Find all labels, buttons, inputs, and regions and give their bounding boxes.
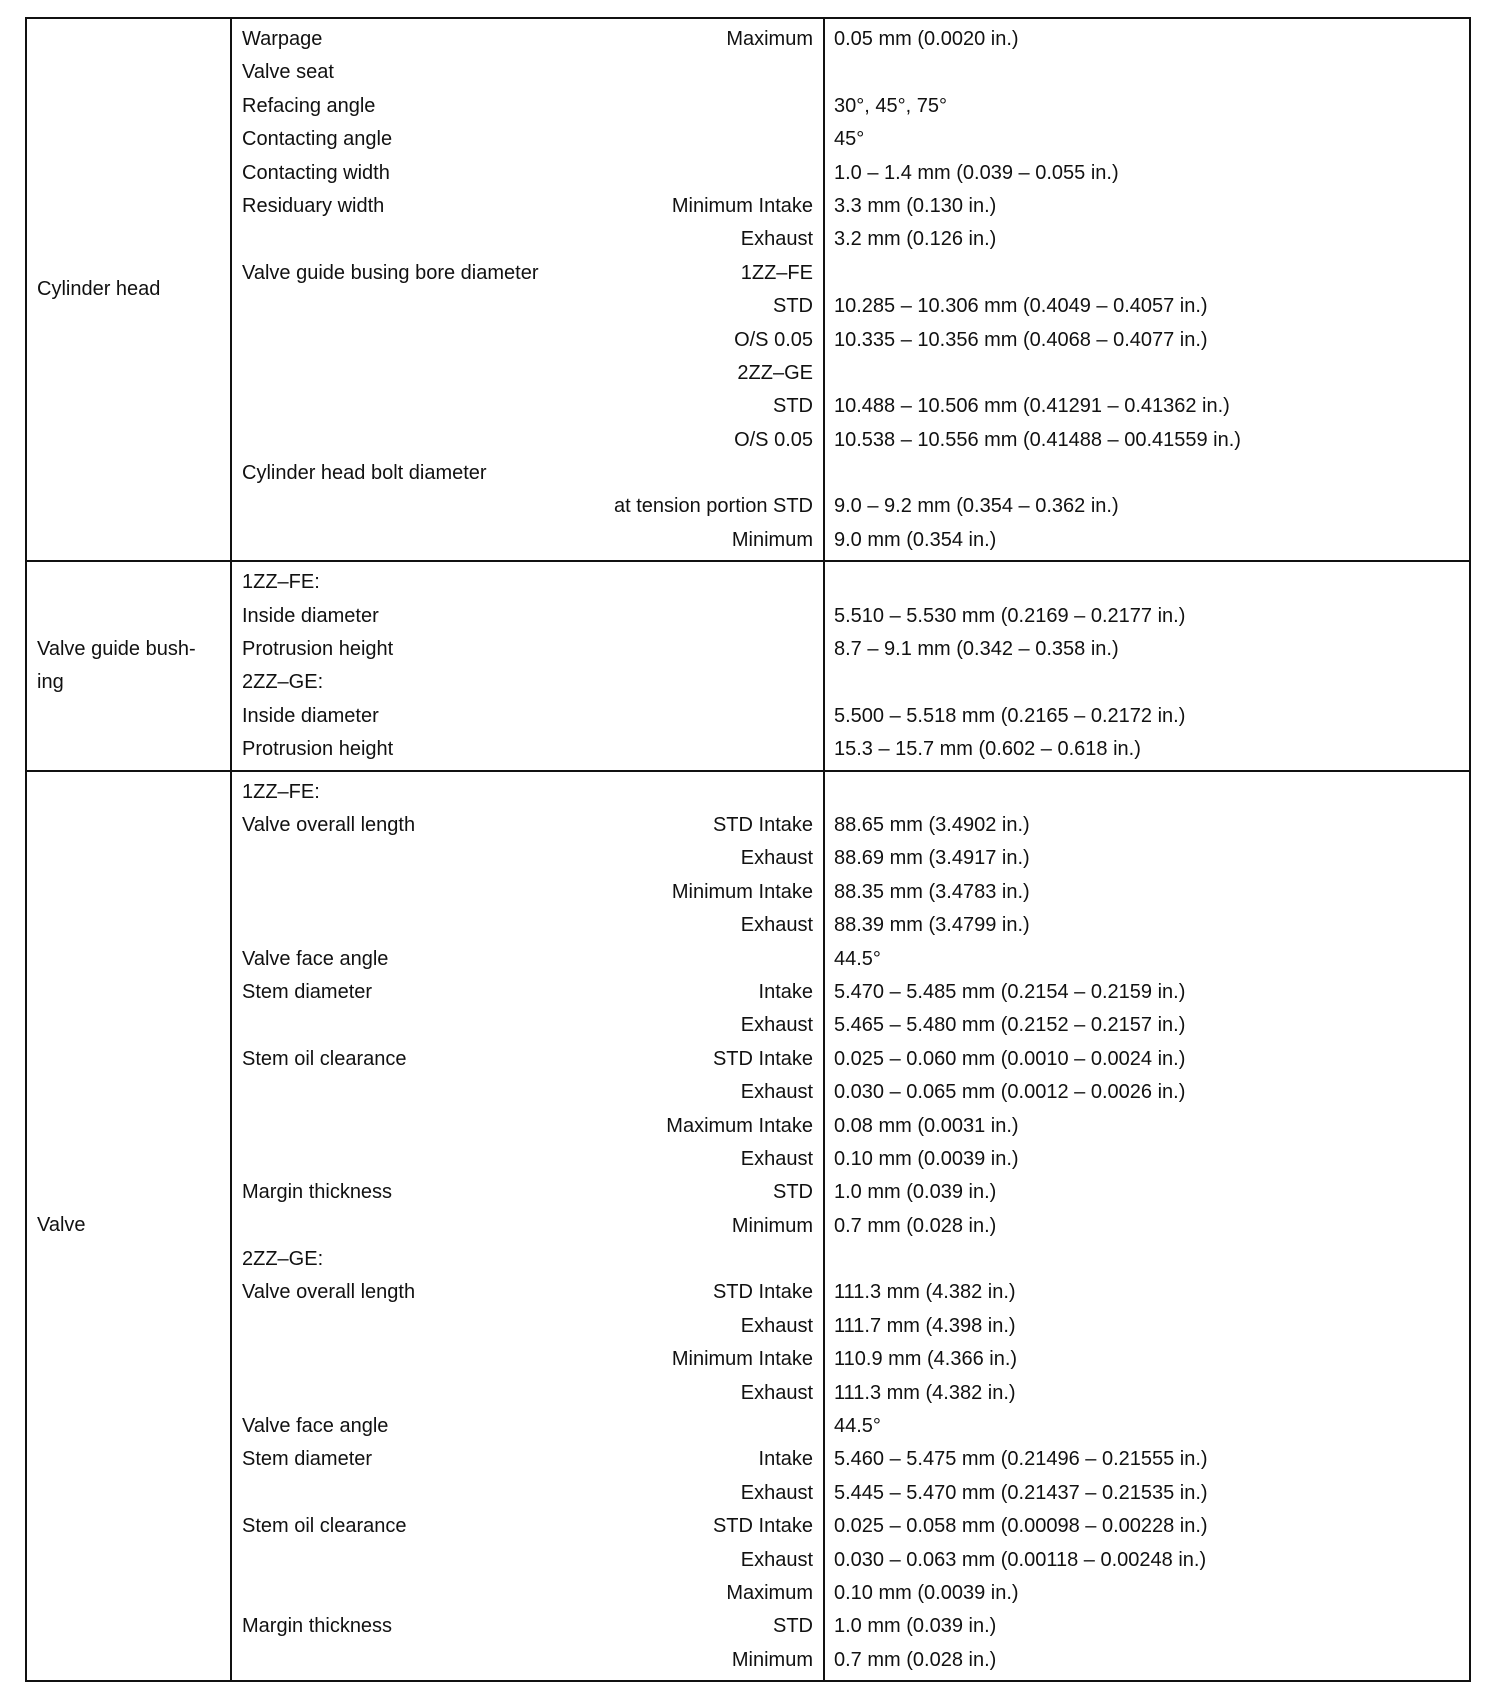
spec-value-line	[825, 324, 1469, 357]
spec-label: Margin thickness	[242, 1181, 393, 1204]
spec-label: 1ZZ–FE:	[242, 780, 320, 803]
spec-value: 0.025 – 0.058 mm (0.00098 – 0.00228 in.)	[834, 1515, 1208, 1538]
value-lines	[825, 19, 1469, 560]
spec-value: 5.470 – 5.485 mm (0.2154 – 0.2159 in.)	[834, 980, 1186, 1003]
spec-item-line	[232, 1276, 823, 1309]
spec-item-line	[232, 56, 823, 89]
spec-label: Valve overall length	[242, 1281, 416, 1304]
spec-item-line	[232, 424, 823, 457]
spec-item-line	[232, 1343, 823, 1376]
spec-item-line	[232, 976, 823, 1009]
spec-item-line	[232, 1610, 823, 1643]
spec-value	[834, 776, 1469, 809]
spec-label: Stem oil clearance	[242, 1515, 407, 1538]
spec-item-line	[232, 809, 823, 842]
spec-value-line	[825, 943, 1469, 976]
spec-value-line	[825, 600, 1469, 633]
spec-qualifier: Exhaust	[740, 1147, 813, 1170]
spec-value-line	[825, 1110, 1469, 1143]
spec-value	[834, 566, 1469, 599]
spec-qualifier: STD Intake	[712, 1281, 813, 1304]
spec-label: Valve seat	[242, 61, 334, 84]
spec-label: Valve guide busing bore diameter	[242, 261, 539, 284]
spec-item-line	[232, 1377, 823, 1410]
spec-value-line	[825, 1276, 1469, 1309]
spec-value-line	[825, 876, 1469, 909]
component-label: Valve guide bush- ing	[37, 637, 196, 693]
spec-value-line	[825, 1477, 1469, 1510]
spec-qualifier: Minimum	[731, 528, 813, 551]
spec-value: 10.285 – 10.306 mm (0.4049 – 0.4057 in.)	[834, 295, 1208, 318]
spec-value: 0.030 – 0.063 mm (0.00118 – 0.00248 in.)	[834, 1548, 1207, 1571]
spec-item-line	[232, 633, 823, 666]
spec-item-line	[232, 490, 823, 523]
spec-value-line	[825, 1577, 1469, 1610]
spec-qualifier: at tension portion STD	[614, 495, 813, 518]
spec-qualifier: STD Intake	[712, 1047, 813, 1070]
spec-value-line	[825, 524, 1469, 557]
spec-value: 5.510 – 5.530 mm (0.2169 – 0.2177 in.)	[834, 604, 1186, 627]
spec-value: 0.10 mm (0.0039 in.)	[834, 1147, 1019, 1170]
spec-item-line	[232, 1544, 823, 1577]
spec-qualifier: Exhaust	[740, 1381, 813, 1404]
spec-item-line	[232, 390, 823, 423]
spec-value-line	[825, 1210, 1469, 1243]
component-cell	[26, 561, 231, 770]
spec-item-line	[232, 1310, 823, 1343]
spec-value-line	[825, 1143, 1469, 1176]
spec-item-line	[232, 943, 823, 976]
spec-item-line	[232, 23, 823, 56]
spec-value-line	[825, 1510, 1469, 1543]
spec-value: 1.0 mm (0.039 in.)	[834, 1181, 997, 1204]
spec-value: 0.08 mm (0.0031 in.)	[834, 1114, 1019, 1137]
spec-value-line	[825, 1644, 1469, 1677]
spec-label: Contacting angle	[242, 128, 393, 151]
spec-item-line	[232, 1243, 823, 1276]
spec-qualifier: STD	[773, 395, 813, 418]
spec-value-line	[825, 457, 1469, 490]
item-cell	[231, 771, 824, 1682]
spec-qualifier: STD	[773, 1181, 813, 1204]
spec-item-line	[232, 1076, 823, 1109]
spec-value-line	[825, 976, 1469, 1009]
spec-item-line	[232, 1176, 823, 1209]
spec-value	[834, 457, 1469, 490]
spec-item-line	[232, 290, 823, 323]
spec-value: 0.025 – 0.060 mm (0.0010 – 0.0024 in.)	[834, 1047, 1186, 1070]
spec-label: Warpage	[242, 28, 323, 50]
spec-item-line	[232, 566, 823, 599]
spec-item-line	[232, 1410, 823, 1443]
spec-qualifier: Exhaust	[740, 1481, 813, 1504]
spec-item-line	[232, 1143, 823, 1176]
value-lines	[825, 562, 1469, 769]
spec-item-line	[232, 1477, 823, 1510]
spec-value-line	[825, 1610, 1469, 1643]
spec-item-line	[232, 876, 823, 909]
component-cell	[26, 18, 231, 561]
spec-value: 5.465 – 5.480 mm (0.2152 – 0.2157 in.)	[834, 1014, 1186, 1037]
spec-value-line	[825, 633, 1469, 666]
spec-qualifier: Exhaust	[740, 914, 813, 937]
spec-label: Residuary width	[242, 194, 385, 217]
spec-item-line	[232, 1510, 823, 1543]
spec-item-line	[232, 1210, 823, 1243]
spec-value	[834, 257, 1469, 290]
item-cell	[231, 18, 824, 561]
spec-item-line	[232, 842, 823, 875]
item-lines	[232, 19, 823, 560]
spec-qualifier: Exhaust	[740, 1014, 813, 1037]
spec-table-body	[26, 18, 1470, 1681]
spec-value-line	[825, 1343, 1469, 1376]
spec-value-line	[825, 223, 1469, 256]
spec-item-line	[232, 1110, 823, 1143]
spec-value-line	[825, 1377, 1469, 1410]
spec-qualifier: Maximum	[726, 1581, 813, 1604]
spec-label: Refacing angle	[242, 94, 376, 117]
spec-value	[834, 666, 1469, 699]
spec-item-line	[232, 90, 823, 123]
spec-label: Stem diameter	[242, 980, 373, 1003]
spec-value-line	[825, 733, 1469, 766]
spec-value: 30°, 45°, 75°	[834, 94, 947, 117]
spec-value: 111.3 mm (4.382 in.)	[834, 1281, 1016, 1304]
spec-value-line	[825, 290, 1469, 323]
spec-item-line	[232, 157, 823, 190]
spec-value-line	[825, 190, 1469, 223]
spec-value-line	[825, 809, 1469, 842]
value-cell	[824, 771, 1470, 1682]
spec-item-line	[232, 1577, 823, 1610]
spec-value	[834, 56, 1469, 89]
spec-value: 88.69 mm (3.4917 in.)	[834, 847, 1030, 870]
spec-value: 44.5°	[834, 1415, 881, 1438]
spec-item-line	[232, 257, 823, 290]
spec-label: Valve face angle	[242, 1415, 389, 1438]
spec-qualifier: Minimum Intake	[671, 194, 813, 217]
item-cell	[231, 561, 824, 770]
item-lines	[232, 562, 823, 769]
spec-value: 44.5°	[834, 947, 881, 970]
spec-value: 3.2 mm (0.126 in.)	[834, 228, 997, 251]
spec-label: 1ZZ–FE:	[242, 571, 320, 594]
spec-item-line	[232, 190, 823, 223]
spec-value: 1.0 mm (0.039 in.)	[834, 1615, 997, 1638]
spec-item-line	[232, 324, 823, 357]
spec-value: 0.030 – 0.065 mm (0.0012 – 0.0026 in.)	[834, 1081, 1186, 1104]
spec-value-line	[825, 1310, 1469, 1343]
section-row-1	[26, 561, 1470, 770]
spec-value-line	[825, 257, 1469, 290]
spec-item-line	[232, 733, 823, 766]
spec-item-line	[232, 700, 823, 733]
spec-value-line	[825, 490, 1469, 523]
spec-item-line	[232, 776, 823, 809]
spec-item-line	[232, 1043, 823, 1076]
spec-value-line	[825, 1410, 1469, 1443]
spec-item-line	[232, 666, 823, 699]
spec-qualifier: 2ZZ–GE	[737, 361, 813, 384]
spec-qualifier: STD	[773, 1615, 813, 1638]
spec-value	[834, 1243, 1469, 1276]
spec-label: Cylinder head bolt diameter	[242, 462, 487, 485]
spec-value: 0.7 mm (0.028 in.)	[834, 1648, 997, 1671]
spec-value-line	[825, 666, 1469, 699]
spec-value-line	[825, 1176, 1469, 1209]
spec-label: Protrusion height	[242, 738, 394, 761]
value-lines	[825, 772, 1469, 1681]
spec-label: 2ZZ–GE:	[242, 1248, 324, 1271]
spec-value: 10.488 – 10.506 mm (0.41291 – 0.41362 in.)	[834, 395, 1230, 418]
spec-value: 5.445 – 5.470 mm (0.21437 – 0.21535 in.)	[834, 1481, 1208, 1504]
spec-qualifier: Minimum	[731, 1214, 813, 1237]
spec-label: Stem oil clearance	[242, 1047, 407, 1070]
spec-label: Margin thickness	[242, 1615, 393, 1638]
spec-qualifier: Intake	[758, 980, 813, 1003]
spec-item-line	[232, 357, 823, 390]
spec-label: Valve face angle	[242, 947, 389, 970]
spec-item-line	[232, 223, 823, 256]
spec-value-line	[825, 1076, 1469, 1109]
section-row-0	[26, 18, 1470, 561]
spec-value: 0.7 mm (0.028 in.)	[834, 1214, 997, 1237]
spec-qualifier: Exhaust	[740, 1314, 813, 1337]
spec-value-line	[825, 1243, 1469, 1276]
spec-item-line	[232, 1443, 823, 1476]
spec-qualifier: Intake	[758, 1448, 813, 1471]
spec-value: 111.7 mm (4.398 in.)	[834, 1314, 1016, 1337]
spec-value-line	[825, 390, 1469, 423]
spec-value: 0.05 mm (0.0020 in.)	[834, 28, 1019, 50]
spec-value-line	[825, 1544, 1469, 1577]
item-lines	[232, 772, 823, 1681]
spec-value-line	[825, 357, 1469, 390]
spec-qualifier: Maximum Intake	[666, 1114, 813, 1137]
spec-value: 88.65 mm (3.4902 in.)	[834, 813, 1030, 836]
spec-value: 88.39 mm (3.4799 in.)	[834, 914, 1030, 937]
spec-value: 5.460 – 5.475 mm (0.21496 – 0.21555 in.)	[834, 1448, 1208, 1471]
section-row-2	[26, 771, 1470, 1682]
spec-qualifier: Exhaust	[740, 847, 813, 870]
value-cell	[824, 561, 1470, 770]
spec-value-line	[825, 157, 1469, 190]
component-cell	[26, 771, 231, 1682]
spec-value: 15.3 – 15.7 mm (0.602 – 0.618 in.)	[834, 738, 1141, 761]
spec-value: 88.35 mm (3.4783 in.)	[834, 880, 1030, 903]
spec-value-line	[825, 90, 1469, 123]
spec-value: 45°	[834, 128, 865, 151]
spec-item-line	[232, 600, 823, 633]
spec-label: Inside diameter	[242, 604, 379, 627]
component-label: Cylinder head	[37, 277, 161, 300]
spec-value-line	[825, 424, 1469, 457]
spec-qualifier: STD	[773, 295, 813, 318]
spec-value-line	[825, 23, 1469, 56]
spec-value-line	[825, 1443, 1469, 1476]
value-cell	[824, 18, 1470, 561]
spec-value: 1.0 – 1.4 mm (0.039 – 0.055 in.)	[834, 161, 1119, 184]
spec-value: 111.3 mm (4.382 in.)	[834, 1381, 1016, 1404]
spec-value	[834, 357, 1469, 390]
spec-value-line	[825, 700, 1469, 733]
spec-label: Valve overall length	[242, 813, 416, 836]
spec-qualifier: Exhaust	[740, 228, 813, 251]
spec-qualifier: Minimum	[731, 1648, 813, 1671]
spec-value-line	[825, 842, 1469, 875]
component-label: Valve	[37, 1214, 86, 1237]
spec-value: 9.0 mm (0.354 in.)	[834, 528, 997, 551]
spec-table	[25, 17, 1471, 1682]
spec-qualifier: STD Intake	[712, 1515, 813, 1538]
spec-label: 2ZZ–GE:	[242, 671, 324, 694]
spec-value: 110.9 mm (4.366 in.)	[834, 1348, 1018, 1371]
spec-value: 10.335 – 10.356 mm (0.4068 – 0.4077 in.)	[834, 328, 1208, 351]
spec-label: Stem diameter	[242, 1448, 373, 1471]
spec-qualifier: Exhaust	[740, 1548, 813, 1571]
spec-label: Protrusion height	[242, 638, 394, 661]
spec-item-line	[232, 123, 823, 156]
spec-value-line	[825, 1009, 1469, 1042]
spec-item-line	[232, 1644, 823, 1677]
spec-item-line	[232, 1009, 823, 1042]
spec-value: 10.538 – 10.556 mm (0.41488 – 00.41559 in.)	[834, 428, 1241, 451]
spec-value-line	[825, 776, 1469, 809]
spec-qualifier: STD Intake	[712, 813, 813, 836]
spec-value: 3.3 mm (0.130 in.)	[834, 194, 997, 217]
spec-value-line	[825, 1043, 1469, 1076]
spec-item-line	[232, 909, 823, 942]
spec-value: 0.10 mm (0.0039 in.)	[834, 1581, 1019, 1604]
spec-value-line	[825, 909, 1469, 942]
spec-qualifier: Exhaust	[740, 1081, 813, 1104]
spec-label: Contacting width	[242, 161, 390, 184]
spec-value-line	[825, 123, 1469, 156]
spec-value: 9.0 – 9.2 mm (0.354 – 0.362 in.)	[834, 495, 1119, 518]
spec-value-line	[825, 56, 1469, 89]
spec-item-line	[232, 457, 823, 490]
spec-value-line	[825, 566, 1469, 599]
spec-value: 5.500 – 5.518 mm (0.2165 – 0.2172 in.)	[834, 704, 1186, 727]
spec-qualifier: 1ZZ–FE	[740, 261, 813, 284]
spec-qualifier: O/S 0.05	[734, 328, 813, 351]
spec-qualifier: Maximum	[726, 28, 813, 50]
spec-label: Inside diameter	[242, 704, 379, 727]
spec-qualifier: Minimum Intake	[671, 1348, 813, 1371]
spec-value: 8.7 – 9.1 mm (0.342 – 0.358 in.)	[834, 638, 1119, 661]
spec-qualifier: Minimum Intake	[671, 880, 813, 903]
spec-qualifier: O/S 0.05	[734, 428, 813, 451]
spec-item-line	[232, 524, 823, 557]
